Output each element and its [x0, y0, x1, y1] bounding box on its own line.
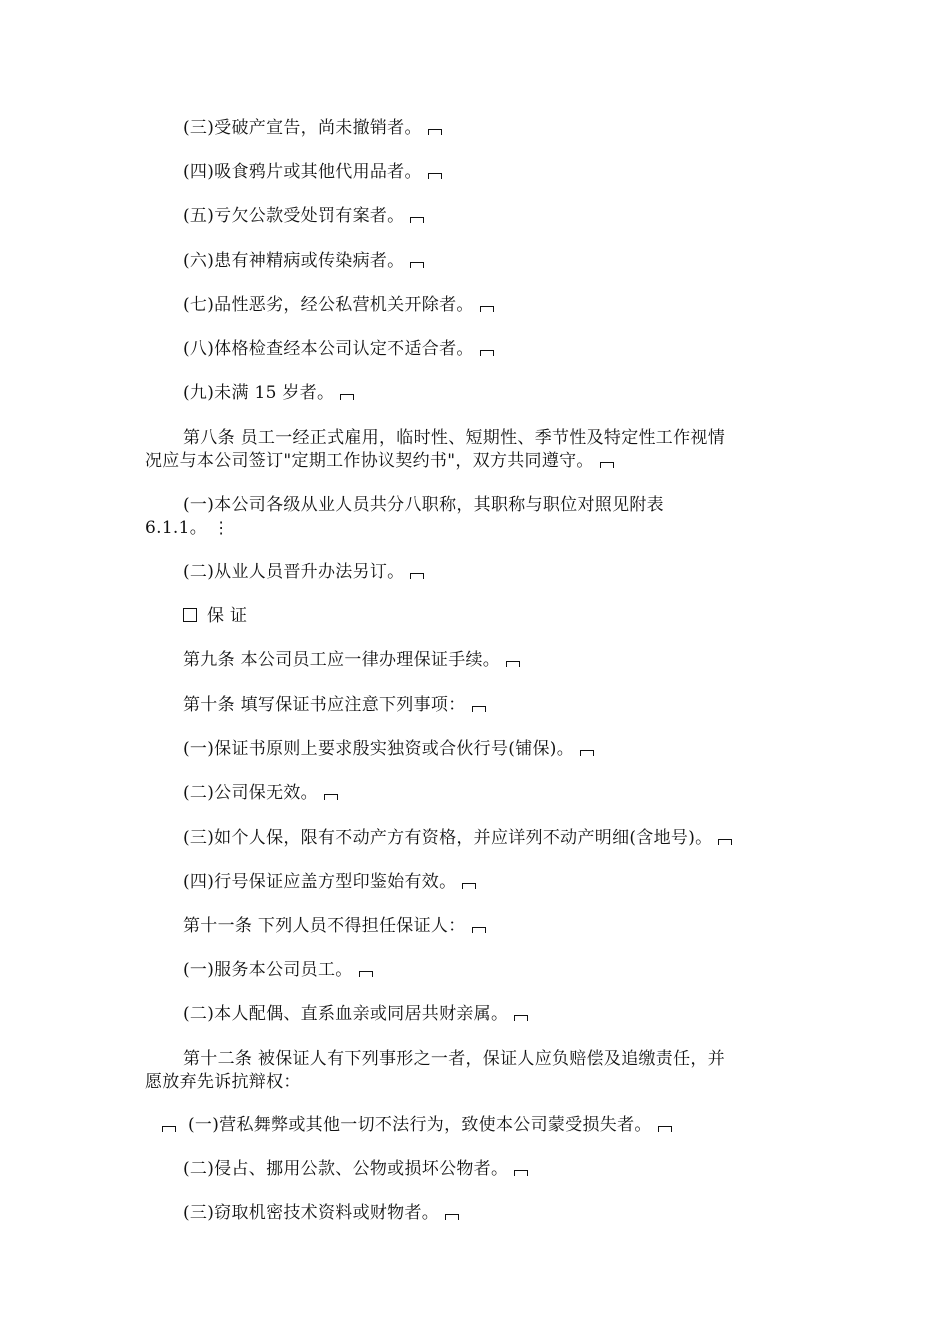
paragraph-line: [145, 451, 614, 471]
line-text: (二)从业人员晋升办法另订。: [183, 562, 405, 582]
line-text: 第八条 员工一经正式雇用，临时性、短期性、季节性及特定性工作视情: [183, 428, 726, 448]
paragraph-mark-icon: [480, 350, 494, 356]
paragraph-line: [183, 960, 373, 980]
paragraph-line: [183, 1004, 528, 1024]
paragraph-mark-icon: [514, 1170, 528, 1176]
vertical-ellipsis-icon: ⋮: [213, 518, 230, 537]
paragraph-mark-icon: [410, 573, 424, 579]
paragraph-line: [183, 562, 424, 582]
line-text: (三)如个人保，限有不动产方有资格，并应详列不动产明细(含地号)。: [183, 828, 713, 848]
paragraph-line: [183, 383, 354, 403]
line-text: (七)品性恶劣，经公私营机关开除者。: [183, 295, 474, 315]
section-heading: [183, 606, 247, 626]
paragraph-mark-icon: [340, 394, 354, 400]
paragraph-mark-icon: [472, 706, 486, 712]
paragraph-line: [183, 495, 664, 515]
checkbox-square-icon: [183, 608, 197, 622]
line-text: (二)侵占、挪用公款、公物或损坏公物者。: [183, 1159, 509, 1179]
paragraph-mark-icon: [506, 661, 520, 667]
paragraph-mark-icon: [472, 927, 486, 933]
paragraph-mark-icon: [162, 1126, 176, 1132]
line-text: (五)亏欠公款受处罚有案者。: [183, 206, 405, 226]
article-heading-line: [183, 428, 725, 448]
paragraph-line: [183, 872, 476, 892]
line-text: 况应与本公司签订"定期工作协议契约书"，双方共同遵守。: [145, 451, 594, 471]
line-text: 愿放弃先诉抗辩权：: [145, 1072, 301, 1092]
paragraph-line: [183, 695, 486, 715]
paragraph-mark-icon: [718, 839, 732, 845]
paragraph-mark-icon: [480, 306, 494, 312]
line-text: (八)体格检查经本公司认定不适合者。: [183, 339, 474, 359]
paragraph-line: [183, 162, 442, 182]
paragraph-line: [183, 339, 494, 359]
article-heading-line: [183, 1049, 725, 1069]
line-text: 第十条 填写保证书应注意下列事项：: [183, 695, 466, 715]
line-text: (六)患有神精病或传染病者。: [183, 251, 405, 271]
line-text: (四)行号保证应盖方型印鉴始有效。: [183, 872, 457, 892]
paragraph-line: [183, 828, 732, 848]
line-text: (九)未满 15 岁者。: [183, 383, 335, 403]
paragraph-line: [183, 739, 594, 759]
paragraph-mark-icon: [324, 794, 338, 800]
paragraph-line: [183, 251, 424, 271]
line-text: (一)营私舞弊或其他一切不法行为，致使本公司蒙受损失者。: [188, 1115, 652, 1135]
paragraph-mark-icon: [410, 262, 424, 268]
paragraph-line: [145, 518, 229, 538]
paragraph-line: [162, 1115, 672, 1135]
line-text: (二)公司保无效。: [183, 783, 318, 803]
paragraph-line: [183, 650, 520, 670]
line-text: (一)保证书原则上要求殷实独资或合伙行号(铺保)。: [183, 739, 575, 759]
paragraph-mark-icon: [658, 1126, 672, 1132]
paragraph-line: [183, 916, 486, 936]
paragraph-line: [183, 206, 424, 226]
paragraph-mark-icon: [445, 1214, 459, 1220]
line-text: (三)受破产宣告，尚未撤销者。: [183, 118, 422, 138]
line-text: 6.1.1。: [145, 518, 208, 538]
paragraph-line: [145, 1072, 301, 1092]
line-text: (三)窃取机密技术资料或财物者。: [183, 1203, 440, 1223]
paragraph-mark-icon: [410, 217, 424, 223]
line-text: (一)服务本公司员工。: [183, 960, 353, 980]
line-text: 第九条 本公司员工应一律办理保证手续。: [183, 650, 501, 670]
line-text: (四)吸食鸦片或其他代用品者。: [183, 162, 422, 182]
line-text: 保 证: [207, 606, 248, 626]
paragraph-line: [183, 1203, 459, 1223]
paragraph-mark-icon: [580, 750, 594, 756]
paragraph-mark-icon: [462, 883, 476, 889]
paragraph-mark-icon: [514, 1015, 528, 1021]
line-text: (二)本人配偶、直系血亲或同居共财亲属。: [183, 1004, 509, 1024]
paragraph-mark-icon: [428, 173, 442, 179]
paragraph-mark-icon: [428, 129, 442, 135]
paragraph-mark-icon: [359, 971, 373, 977]
paragraph-mark-icon: [600, 462, 614, 468]
paragraph-line: [183, 295, 494, 315]
paragraph-line: [183, 783, 338, 803]
paragraph-line: [183, 1159, 528, 1179]
paragraph-line: [183, 118, 442, 138]
line-text: 第十二条 被保证人有下列事形之一者，保证人应负赔偿及追缴责任，并: [183, 1049, 726, 1069]
line-text: 第十一条 下列人员不得担任保证人：: [183, 916, 466, 936]
line-text: (一)本公司各级从业人员共分八职称，其职称与职位对照见附表: [183, 495, 664, 515]
